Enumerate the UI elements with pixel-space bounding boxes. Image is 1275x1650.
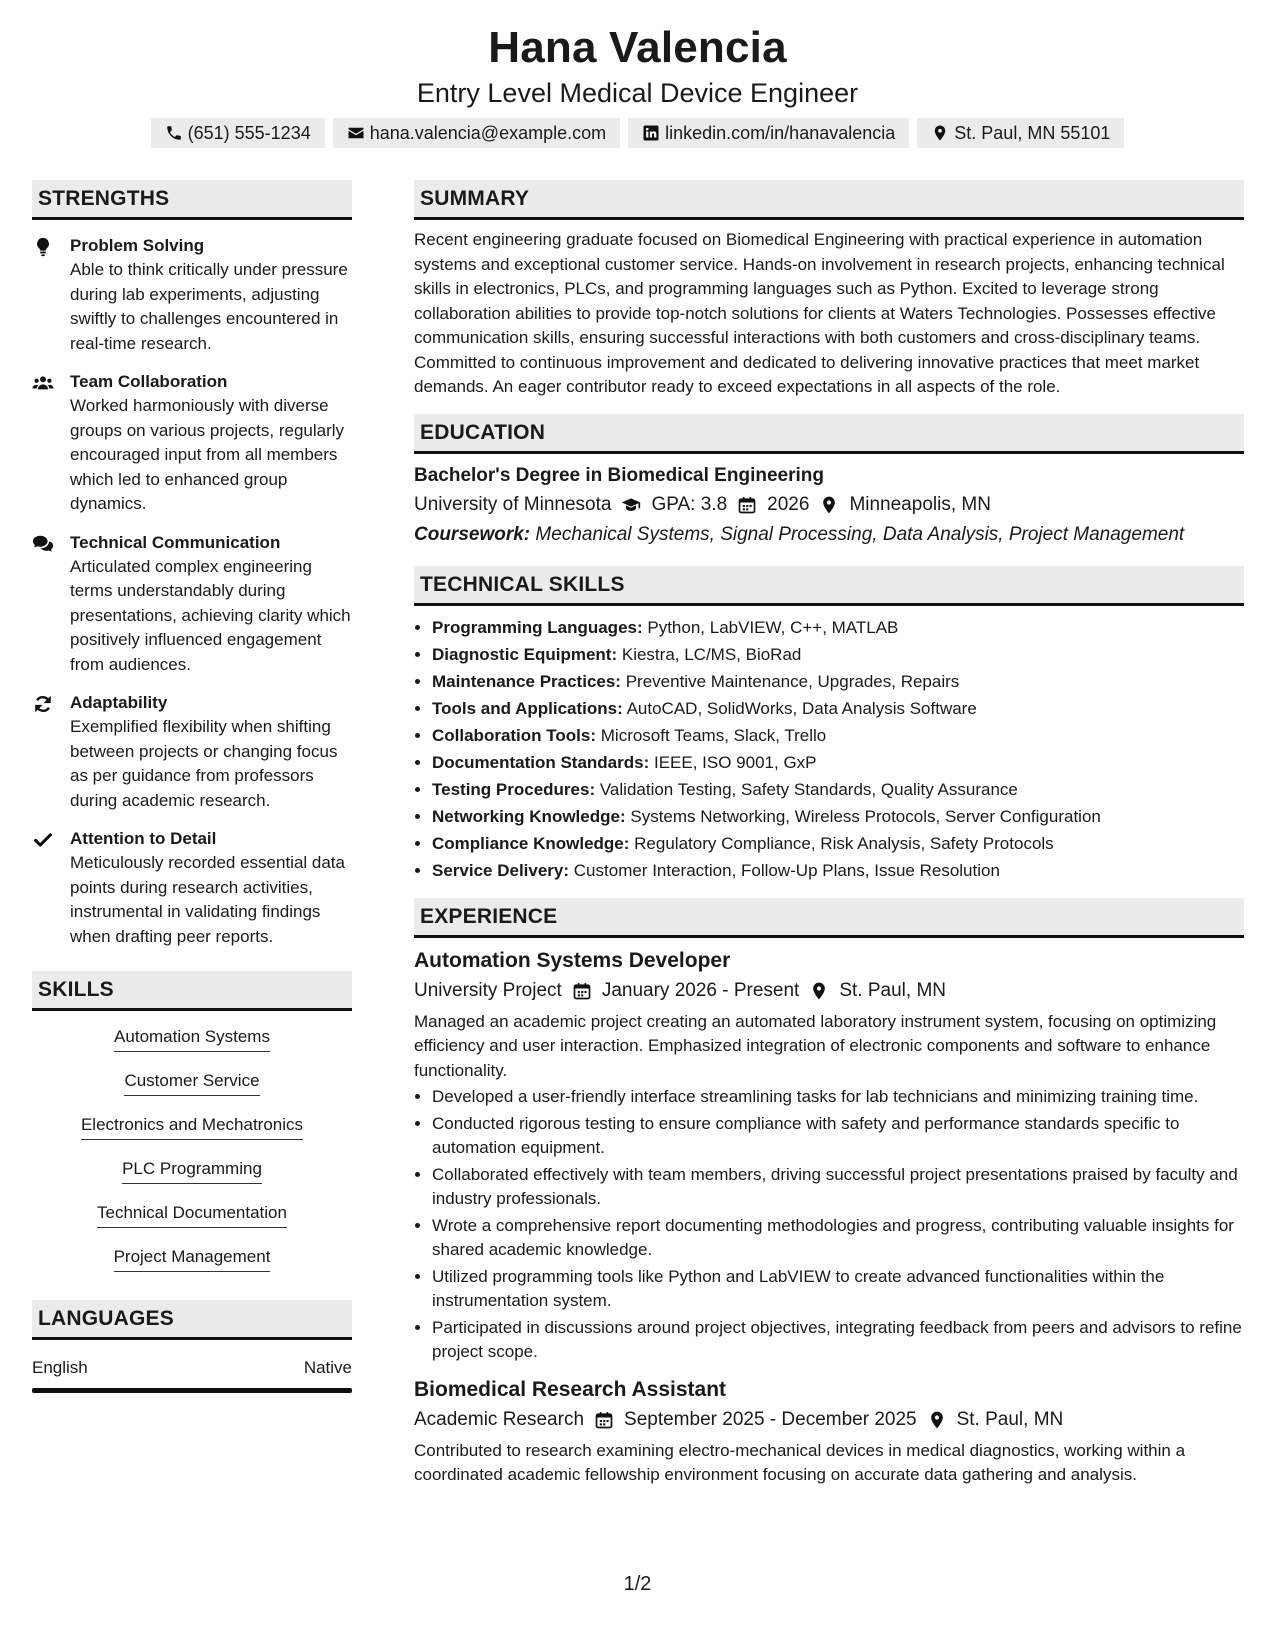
job-title: Automation Systems Developer bbox=[414, 948, 731, 972]
map-marker-icon bbox=[931, 124, 949, 142]
technical-skills-list bbox=[414, 614, 1244, 884]
skills-heading: SKILLS bbox=[32, 971, 352, 1011]
calendar-icon bbox=[594, 1410, 614, 1430]
page-number: 1/2 bbox=[623, 1573, 652, 1595]
list-item: • Conducted rigorous testing to ensure compliance with safety and performance standards specific to automation equipment. bbox=[432, 1112, 1244, 1161]
education-heading: EDUCATION bbox=[414, 414, 1244, 454]
lightbulb-icon bbox=[32, 236, 54, 258]
calendar-icon bbox=[737, 495, 757, 515]
strength-desc: Articulated complex engineering terms understandably during presentations, achieving clarity which positively influenced engagement from audiences. bbox=[70, 556, 351, 674]
comments-icon bbox=[32, 533, 54, 555]
skills-list bbox=[32, 1025, 352, 1272]
education-coursework bbox=[414, 520, 1244, 550]
list-item bbox=[432, 857, 1244, 884]
phone-text: (651) 555-1234 bbox=[187, 123, 311, 143]
education-location: Minneapolis, MN bbox=[849, 493, 991, 515]
strength-item bbox=[32, 827, 352, 949]
education-degree: Bachelor's Degree in Biomedical Engineering bbox=[414, 464, 824, 486]
tech-skill-label: Testing Procedures: bbox=[432, 779, 596, 799]
tech-skill-label: Documentation Standards: bbox=[432, 752, 650, 772]
strength-item bbox=[32, 531, 352, 678]
tech-skill-value: Customer Interaction, Follow-Up Plans, Issue Resolution bbox=[573, 860, 1000, 880]
strength-item bbox=[32, 234, 352, 356]
map-marker-icon bbox=[927, 1410, 947, 1430]
tech-skill-label: Compliance Knowledge: bbox=[432, 833, 630, 853]
list-item bbox=[432, 641, 1244, 668]
candidate-title: Entry Level Medical Device Engineer bbox=[416, 78, 859, 108]
contact-linkedin[interactable] bbox=[628, 118, 909, 148]
tech-skill-value: Python, LabVIEW, C++, MATLAB bbox=[647, 617, 899, 637]
tech-skill-value: Validation Testing, Safety Standards, Quality Assurance bbox=[599, 779, 1018, 799]
map-marker-icon bbox=[819, 495, 839, 515]
education-year: 2026 bbox=[767, 493, 810, 515]
tech-skill-value: Systems Networking, Wireless Protocols, Server Configuration bbox=[630, 806, 1101, 826]
coursework-text: Mechanical Systems, Signal Processing, Data Analysis, Project Management bbox=[535, 523, 1185, 545]
list-item bbox=[432, 830, 1244, 857]
list-item bbox=[432, 695, 1244, 722]
envelope-icon bbox=[347, 124, 365, 142]
tech-skill-label: Maintenance Practices: bbox=[432, 671, 621, 691]
graduation-cap-icon bbox=[621, 495, 641, 515]
language-name: English bbox=[32, 1358, 88, 1377]
list-item bbox=[432, 668, 1244, 695]
list-item: • Collaborated effectively with team members, driving successful project presentations praised by faculty and industry professionals. bbox=[432, 1163, 1244, 1212]
job-org: Academic Research bbox=[414, 1408, 585, 1430]
tech-skill-value: IEEE, ISO 9001, GxP bbox=[653, 752, 817, 772]
job-org: University Project bbox=[414, 979, 562, 1001]
right-column bbox=[414, 180, 1244, 1488]
strength-desc: Exemplified flexibility when shifting between projects or changing focus as per guidance from professors during academic research. bbox=[70, 717, 338, 810]
left-column bbox=[32, 180, 352, 1488]
job-description: Contributed to research examining electro-mechanical devices in medical diagnostics, working within a coordinated academic fellowship environment focusing on accurate data gathering and analysis. bbox=[414, 1440, 1186, 1484]
skill-item: Technical Documentation bbox=[97, 1201, 287, 1228]
tech-skill-label: Collaboration Tools: bbox=[432, 725, 597, 745]
email-text: hana.valencia@example.com bbox=[369, 123, 607, 143]
list-item bbox=[432, 722, 1244, 749]
job-meta bbox=[414, 1405, 1244, 1435]
experience-entry bbox=[414, 1375, 1244, 1488]
skill-item: Automation Systems bbox=[114, 1025, 270, 1052]
tech-skill-value: Preventive Maintenance, Upgrades, Repairs bbox=[625, 671, 960, 691]
tech-skill-value: AutoCAD, SolidWorks, Data Analysis Software bbox=[626, 698, 977, 718]
education-meta bbox=[414, 490, 1244, 520]
skill-item: Project Management bbox=[114, 1245, 271, 1272]
education-gpa: GPA: 3.8 bbox=[651, 493, 728, 515]
tech-skill-value: Kiestra, LC/MS, BioRad bbox=[621, 644, 802, 664]
languages-heading: LANGUAGES bbox=[32, 1300, 352, 1340]
resume-body bbox=[32, 180, 1244, 1488]
strength-title: Technical Communication bbox=[70, 532, 281, 552]
linkedin-text: linkedin.com/in/hanavalencia bbox=[665, 123, 896, 143]
strength-title: Team Collaboration bbox=[70, 372, 228, 391]
job-description: Managed an academic project creating an automated laboratory instrument system, focusing on optimizing efficiency and user interaction. Emphasized integration of electronic components and software to enhance functionality. bbox=[414, 1011, 1217, 1080]
strength-item bbox=[32, 691, 352, 813]
experience-heading: EXPERIENCE bbox=[414, 898, 1244, 938]
users-icon bbox=[32, 372, 54, 394]
list-item bbox=[432, 749, 1244, 776]
technical-skills-heading: TECHNICAL SKILLS bbox=[414, 566, 1244, 606]
job-meta bbox=[414, 976, 1244, 1006]
contact-location bbox=[917, 118, 1124, 148]
tech-skill-label: Programming Languages: bbox=[432, 617, 643, 637]
check-icon bbox=[32, 829, 54, 851]
sync-icon bbox=[32, 693, 54, 715]
linkedin-icon bbox=[642, 124, 660, 142]
strength-desc: Worked harmoniously with diverse groups on various projects, regularly encouraged input from all members which led to enhanced group dynamics. bbox=[70, 396, 345, 513]
job-dates: January 2026 - Present bbox=[601, 979, 800, 1001]
strength-title: Problem Solving bbox=[70, 236, 205, 255]
strength-title: Attention to Detail bbox=[70, 829, 217, 848]
calendar-icon bbox=[572, 981, 592, 1001]
phone-icon bbox=[165, 124, 183, 142]
strength-desc: Meticulously recorded essential data points during research activities, instrumental in validating findings when drafting peer reports. bbox=[70, 853, 345, 946]
language-level: Native bbox=[303, 1358, 352, 1377]
job-title: Biomedical Research Assistant bbox=[414, 1377, 727, 1401]
tech-skill-label: Service Delivery: bbox=[432, 860, 570, 880]
strength-desc: Able to think critically under pressure during lab experiments, adjusting swiftly to challenges encountered in real-time research. bbox=[70, 260, 348, 353]
job-bullets bbox=[414, 1085, 1244, 1365]
list-item: • Utilized programming tools like Python and LabVIEW to create advanced functionalities within the instrumentation system. bbox=[432, 1265, 1244, 1314]
contact-phone[interactable] bbox=[151, 118, 325, 148]
list-item: • Developed a user-friendly interface streamlining tasks for lab technicians and minimizing training time. bbox=[432, 1085, 1244, 1110]
experience-entry bbox=[414, 946, 1244, 1365]
list-item: • Wrote a comprehensive report documenting methodologies and progress, contributing valuable insights for shared academic knowledge. bbox=[432, 1214, 1244, 1263]
list-item bbox=[432, 776, 1244, 803]
candidate-name: Hana Valencia bbox=[488, 23, 787, 72]
list-item bbox=[432, 614, 1244, 641]
contact-bar bbox=[0, 118, 1275, 148]
skill-item: PLC Programming bbox=[122, 1157, 262, 1184]
language-item bbox=[32, 1356, 352, 1380]
tech-skill-label: Diagnostic Equipment: bbox=[432, 644, 618, 664]
job-location: St. Paul, MN bbox=[839, 979, 946, 1001]
language-level-bar bbox=[32, 1388, 352, 1393]
job-dates: September 2025 - December 2025 bbox=[624, 1408, 917, 1430]
strength-item bbox=[32, 370, 352, 517]
tech-skill-value: Microsoft Teams, Slack, Trello bbox=[600, 725, 827, 745]
list-item bbox=[432, 803, 1244, 830]
resume-header bbox=[0, 0, 1275, 148]
location-text: St. Paul, MN 55101 bbox=[954, 123, 1111, 143]
tech-skill-label: Tools and Applications: bbox=[432, 698, 623, 718]
job-location: St. Paul, MN bbox=[956, 1408, 1064, 1430]
skill-item: Electronics and Mechatronics bbox=[81, 1113, 303, 1140]
skill-item: Customer Service bbox=[124, 1069, 259, 1096]
list-item: • Participated in discussions around project objectives, integrating feedback from peers and advisors to refine project scope. bbox=[432, 1316, 1244, 1365]
contact-email[interactable] bbox=[333, 118, 620, 148]
strengths-heading: STRENGTHS bbox=[32, 180, 352, 220]
coursework-label: Coursework: bbox=[414, 523, 531, 545]
tech-skill-value: Regulatory Compliance, Risk Analysis, Safety Protocols bbox=[634, 833, 1054, 853]
education-school: University of Minnesota bbox=[414, 493, 612, 515]
tech-skill-label: Networking Knowledge: bbox=[432, 806, 626, 826]
map-marker-icon bbox=[809, 981, 829, 1001]
summary-heading: SUMMARY bbox=[414, 180, 1244, 220]
strength-title: Adaptability bbox=[70, 693, 168, 712]
summary-text: Recent engineering graduate focused on Biomedical Engineering with practical experience in automation systems and exceptional customer service. Hands-on involvement in research projects, enhancing technical skills in electronics, PLCs, and programming languages such as Python. Excited to leverage strong collaboration abilities to provide top-notch solutions for clients at Waters Technologies. Possesses effective communication skills, ensuring successful interactions with both customers and cross-disciplinary teams. Committed to continuous improvement and dedicated to delivering innovative practices that meet market demands. An eager contributor ready to exceed expectations in all aspects of the role. bbox=[414, 230, 1225, 396]
